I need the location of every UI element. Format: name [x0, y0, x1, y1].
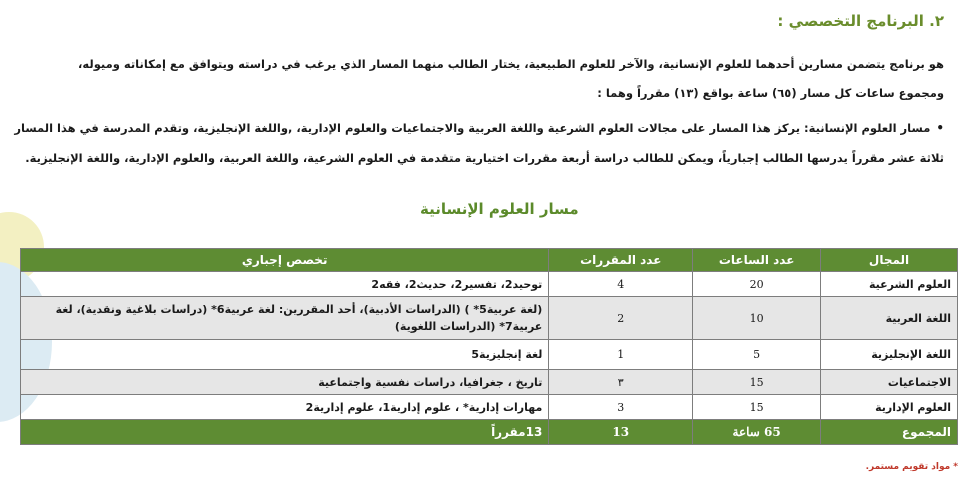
row-hours: 15	[693, 395, 821, 420]
total-courses: 13	[549, 420, 693, 445]
section-title: البرنامج التخصصي :	[777, 12, 924, 30]
header-courses: عدد المقررات	[549, 249, 693, 272]
table-header-row	[21, 249, 958, 272]
row-courses: 2	[549, 297, 693, 340]
row-field: اللغة الإنجليزية	[821, 340, 958, 370]
row-courses: ٣	[549, 370, 693, 395]
header-field: المجال	[821, 249, 958, 272]
intro-line-2: ومجموع ساعات كل مسار (٦٥) ساعة بواقع (١٣) مقرراً وهما :	[597, 86, 944, 100]
bullet-line-1	[14, 120, 944, 137]
row-courses: 3	[549, 395, 693, 420]
bullet-text: مسار العلوم الإنسانية: يركز هذا المسار على مجالات العلوم الشرعية واللغة العربية والاجتماعيات والعلوم الإدارية، ,واللغة الإنجليزية، وتقدم المدرسة في هذا المسار	[14, 121, 931, 135]
row-spec: مهارات إدارية* ، علوم إدارية1، علوم إدارية2	[21, 395, 549, 420]
table-row	[21, 395, 958, 420]
table-total-row	[21, 420, 958, 445]
row-spec: تاريخ ، جغرافيا، دراسات نفسية واجتماعية	[21, 370, 549, 395]
row-hours: 10	[693, 297, 821, 340]
row-hours: 20	[693, 272, 821, 297]
section-number: ٢.	[929, 12, 944, 30]
row-field: العلوم الإدارية	[821, 395, 958, 420]
header-hours: عدد الساعات	[693, 249, 821, 272]
row-courses: 4	[549, 272, 693, 297]
intro-line-1: هو برنامج يتضمن مسارين أحدهما للعلوم الإنسانية، والآخر للعلوم الطبيعية، يختار الطالب منهما المسار الذي يرغب في دراسته ويتوافق مع إمكاناته وميوله،	[78, 57, 944, 71]
table-row	[21, 340, 958, 370]
row-spec: توحيد2، تفسير2، حديث2، فقه2	[21, 272, 549, 297]
table-row	[21, 370, 958, 395]
total-spec: 13مقرراً	[21, 420, 549, 445]
total-field: المجموع	[821, 420, 958, 445]
header-spec: تخصص إجباري	[21, 249, 549, 272]
courses-table	[20, 248, 958, 445]
total-hours: 65 ساعة	[693, 420, 821, 445]
row-field: الاجتماعيات	[821, 370, 958, 395]
section-heading	[777, 12, 944, 30]
table-title: مسار العلوم الإنسانية	[420, 200, 579, 218]
row-hours: 15	[693, 370, 821, 395]
bullet-marker	[930, 121, 944, 135]
row-spec: لغة إنجليزية5	[21, 340, 549, 370]
table-row	[21, 272, 958, 297]
row-field: العلوم الشرعية	[821, 272, 958, 297]
row-courses: 1	[549, 340, 693, 370]
footnote: * مواد تقويم مستمر.	[865, 462, 958, 472]
row-spec: (لغة عربية5* ) (الدراسات الأدبية)، أحد المقررين: لغة عربية6* (دراسات بلاغية ونقدية)، لغة عربية7* (الدراسات اللغوية)	[21, 297, 549, 340]
table-row	[21, 297, 958, 340]
bullet-line-2: ثلاثة عشر مقرراً يدرسها الطالب إجبارياً، ويمكن للطالب دراسة أربعة مقررات اختيارية متقدمة في العلوم الشرعية، واللغة العربية، والعلوم الإدارية، واللغة الإنجليزية.	[25, 151, 944, 165]
row-hours: 5	[693, 340, 821, 370]
row-field: اللغة العربية	[821, 297, 958, 340]
